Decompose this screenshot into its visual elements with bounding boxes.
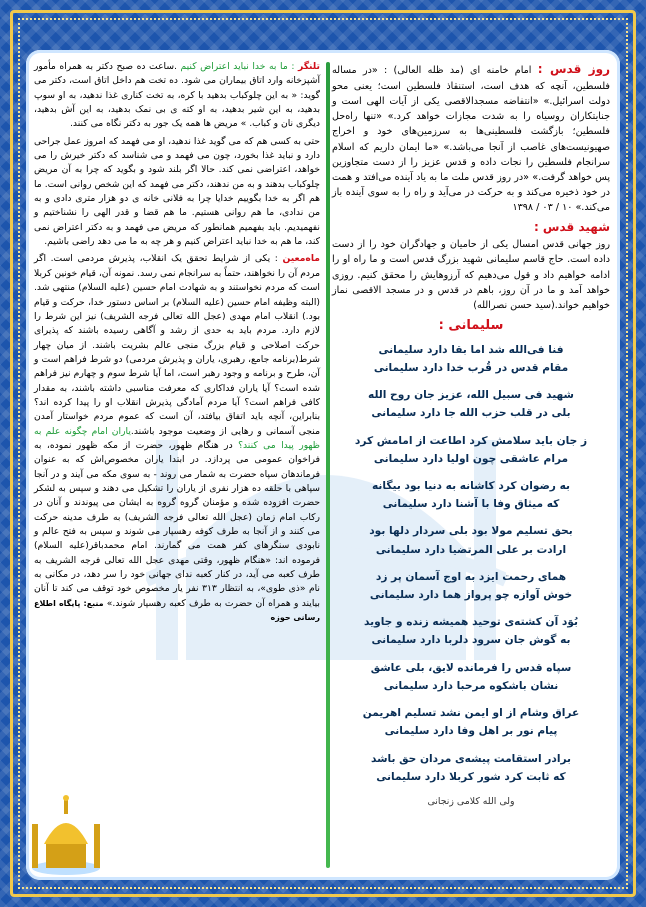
poem-line: خوش آوازه چو پرواز هما دارد سلیمانی <box>369 589 573 602</box>
poem-stanza <box>332 341 610 377</box>
poem-line: مقام قدس در قُرب خدا دارد سلیمانی <box>373 361 569 374</box>
poem-line: که میثاق وفا با آشنا دارد سلیمانی <box>382 498 560 511</box>
poem-line: نشان باشکوه مرحبا دارد سلیمانی <box>383 679 559 692</box>
quds-day-text: امام خامنه ای (مد ظله العالی) : «در مساله فلسطین، آنچه که هدف است، استنقاذ فلسطین است؛ یعنی محو دولت اسرائیل.» «انتفاضه مسجدالاقصی یکی از آیات الهی است و جنایتکاران روسیاه را به شدت مجازات خواهد کرد.» «تنها راه‌حل فلسطین؛ بازگشت فلسطینی‌ها به سرزمین‌های خود و اخراج صهیونیست‌های غاصب از آنجا می‌باشد.» «ما ایمان داریم که اسلام سرانجام فلسطین را نجات داده و قدس عزیز را از دست متجاوزین پس خواهد گرفت.» «در روز قدس ملت ما به یاد آینده می‌افتد و همت در خود ذخیره می‌کند و به حرکت در می‌آید و راه را به سوی آینده باز می‌کند.» ۱۰ / ۰۳ / ۱۳۹۸ <box>332 65 610 214</box>
tolangor-section <box>34 60 320 132</box>
poem-line: عراق وشام از او ایمن نشد تسلیم اهریمن <box>362 707 580 720</box>
left-column <box>34 60 320 872</box>
quds-day-section <box>332 60 610 215</box>
tolangor-subtitle: : ما به خدا نباید اعتراض کنیم <box>180 61 298 72</box>
source-note: منبع: پایگاه اطلاع رسانی حوزه <box>34 598 320 623</box>
poem-line: پیام نور بر اهل وفا دارد سلیمانی <box>384 725 558 738</box>
poem-stanza <box>332 704 610 740</box>
content-sheet <box>26 50 620 880</box>
poem-line: همای رحمت ایزد به اوج آسمان پر زد <box>375 570 567 583</box>
column-divider <box>326 62 330 868</box>
poem-line: بلی در قلب حزب الله جا دارد سلیمانی <box>371 407 571 420</box>
poem-line: فنا فی‌الله شد اما بقا دارد سلیمانی <box>378 343 564 356</box>
poem-line: بُوَد آن کشته‌ی توحید همیشه زنده و جاوید <box>364 616 578 629</box>
poem-stanza <box>332 659 610 695</box>
poem-line: به گوش جان سرود دلربا دارد سلیمانی <box>371 634 571 647</box>
maamin-text-a: : یکی از شرایط تحقق یک انقلاب، پذیرش مردمی است. اگر مردم آن را نخواهند، حتماً به سرانجام نمی رسد. نمونه آن، قیام خونین کربلا است که مردم نخواستند و به شهادت امام حسین (علیه السلام) منتهی شد. (البته وظیفه امام حسین (علیه السلام) بر اساس دستور خدا، حرکت و قیام بود.) انقلاب امام مهدی (عجل الله تعالی فرجه الشریف) نیز این شرط را لازم دارد. مردم باید به حدی از رشد و آگاهی رسیده باشند که پذیرای حرکت اصلاحی و قیام بزرگ منجی عالم بشریت باشند. از میان چهار شرط(برنامه جامع، رهبری، یاران و پذیرش مردمی) دو شرط فراهم است و آن، طرح و برنامه و وجود رهبر است، اما آیا شرط سوم و چهارم نیز فراهم شده است؟ آیا یاران فداکاری که معرفت مناسبی داشته باشند، به مقدار کافی فراهم است؟ آیا مردم آمادگی پذیرش انقلاب او را پیدا کرده اند؟ بنابراین، آنچه باید اتفاق بیافتد، آن است که عموم مردم خواستار آمدن منجی آسمانی و رهایی از وضعیت موجود باشند. <box>34 253 320 437</box>
quds-day-heading: روز قدس : <box>537 62 610 76</box>
poem-line: که ثابت کرد شور کربلا دارد سلیمانی <box>376 770 566 783</box>
poem-line: برادر استقامت پیشه‌ی مردان حق باشد <box>370 752 572 765</box>
poem-line: ارادت بر علی المرتضیا دارد سلیمانی <box>375 543 567 556</box>
poem-stanza <box>332 568 610 604</box>
poem-stanza <box>332 477 610 513</box>
poem-stanza <box>332 432 610 468</box>
martyr-heading: شهید قدس : <box>533 220 610 235</box>
poet-name: ولی الله کلامی زنجانی <box>427 796 515 807</box>
poem-line: به رضوان کرد کاشانه به دنیا بود بیگانه <box>371 479 570 492</box>
mosque-dome-icon <box>30 794 102 876</box>
martyr-section <box>332 218 610 313</box>
poem-line: سپاه قدس را فرمانده لایق، بلی عاشق <box>370 661 572 674</box>
maamin-heading: ماه‌معین <box>282 253 320 265</box>
poem-title: سلیمانی : <box>438 318 504 334</box>
maamin-section <box>34 252 320 625</box>
poem-line: شهید فی سبیل الله، عزیز جان روح الله <box>368 389 574 402</box>
tolangor-heading: تلنگر <box>297 61 320 72</box>
poem-stanza <box>332 613 610 649</box>
poem-line: ز جان باید سلامش کرد اطاعت از امامش کرد <box>354 434 588 447</box>
poem-line: مرام عاشقی چون اولیا دارد سلیمانی <box>373 452 569 465</box>
poem-stanza <box>332 522 610 558</box>
tolangor-text: .ساعت ده صبح دکتر به همراه مأمور آشپزخانه وارد اتاق بیماران می شود. ده تخت هم داخل اتاق است، دکتر می گوید: « به این چلوکباب بدهید با کره، به تخت کناری غذا ندهید، به او سوپ بدهید، به این شیر بدهید، به او کته ی بی نمک بدهید، به این آش بدهید، دیگری نان و کباب. » مریض ها همه یک جور به دکتر نگاه می کنند. <box>34 61 320 130</box>
martyr-text: روز جهانی قدس امسال یکی از حامیان و جهادگران خود را از دست داده است. حاج قاسم سلیمانی شهید بزرگ قدس است و ما راه او را ادامه خواهیم داد و قول می‌دهیم که آرزوهایش را محقق کنیم. روزی خواهد آمد و ما در آن روز، باهم در قدس و در مسجد الاقصی نماز خواهیم خواند.(سید حسن نصرالله) <box>332 239 610 311</box>
right-column <box>332 60 610 872</box>
maamin-question: یاران امام چگونه علم به ظهور پیدا می کنند؟ <box>34 425 320 451</box>
tolangor-text-2: حتی به کسی هم که می گوید غذا ندهید، او می فهمد که امروز عمل جراحی دارد و نباید غذا بخورد، چون می فهمد و می شناسد که دکتر خیرش را می خواهد، اعتراضی نمی کند. حالا اگر بلند شود و بگوید که چرا به آن مریض چلوکباب بدهند و به من ندهند، دکتر می فهمد که این شخص روانی است. ما هم اگر به خدا بگوییم خدایا چرا به فلانی خانه ی دو هزار متری دادی و به من ندادی، ما هم روانی هستیم. ما هم قضا و قدر الهی را نشناختیم و نفهمیدیم. باید بفهمیم همانطور که مریض می فهمد و به دکتر اعتراض نمی کند، ما هم به خدا نباید اعتراض کنیم و هر چه به ما می دهد راضی باشیم. <box>34 135 320 248</box>
poem <box>332 341 610 786</box>
poem-line: بحق تسلیم مولا بود بلی سردار دلها بود <box>369 525 573 538</box>
poem-stanza <box>332 750 610 786</box>
poem-stanza <box>332 386 610 422</box>
maamin-text-b: در هنگام ظهور، حضرت از مکه ظهور نموده، به فراخوان عمومی می پردازد. در ابتدا یاران مخصوص‌اش که به عنوان فرماندهان سپاه حضرت به شمار می روند - به سوی مکه می آیند و در آنجا سپاهی با حلقه ده هزار نفری از یاران را تشکیل می دهند و سپس به لشکر حضرت افزوده شده و مؤمنان گروه گروه به ایشان می پیوندند و آنان در رکاب امام زمان (عجل الله تعالی فرجه الشریف) به طرف مدینه حرکت می کنند و از آنجا به طرف کوفه رهسپار می شوند و سپس به فتح عالم و نابودی سنگرهای کفر همت می گمارند. امام محمدباقر(علیه السلام) فرموده اند: «هنگام ظهور، وقتی مهدی عجل الله تعالی فرجه الشریف به طرف کعبه می آید، در کنار کعبه ندای جهانی خود را سر دهد، در مکانی به نام «ذی طوی»، به انتظار ۳۱۳ نفر یار مخصوص خود توقف می کند تا آنان بیایند و همراه آن حضرت به طرف کعبه رهسپار شوند.» <box>34 439 320 609</box>
